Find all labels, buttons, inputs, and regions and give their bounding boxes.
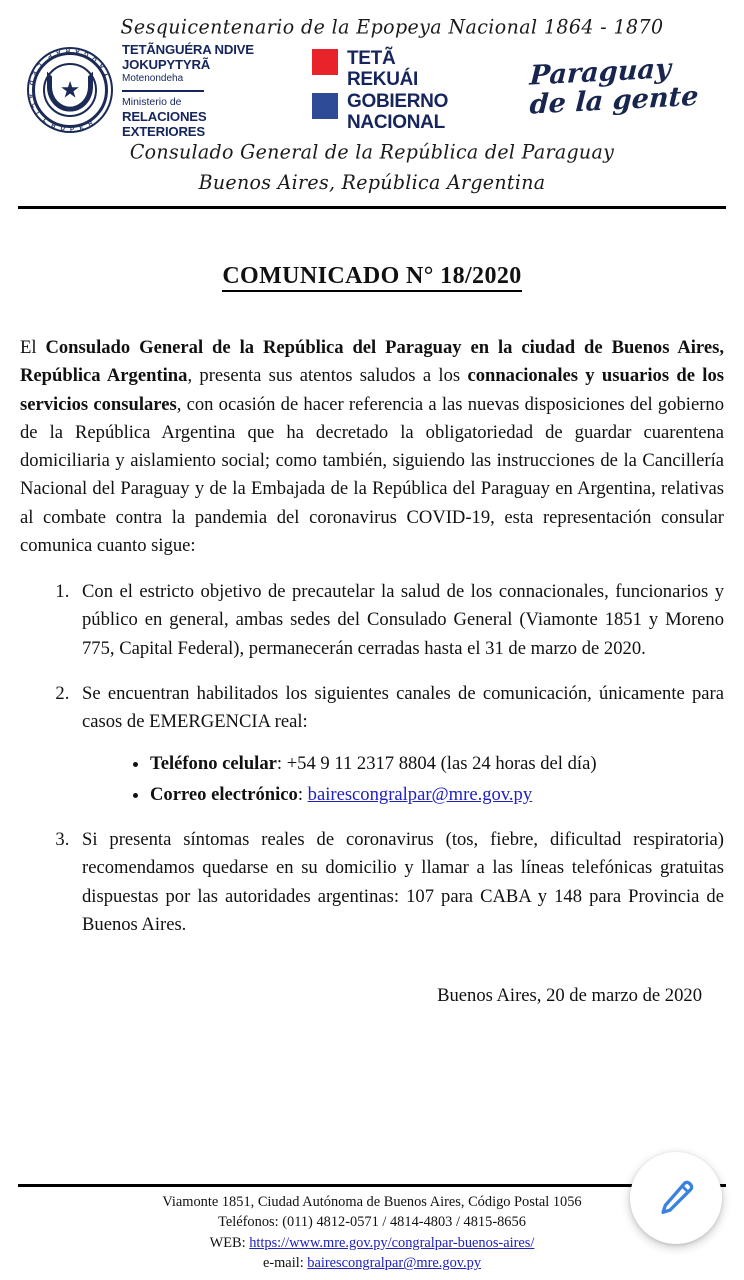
list-item-3 <box>74 826 724 939</box>
consulate-line-1: Consulado General de la República del Paraguay <box>129 140 615 164</box>
government-line1: TETÃ <box>347 47 396 69</box>
page-title <box>0 263 744 290</box>
list-item-2 <box>74 680 724 809</box>
coat-of-arms-seal <box>18 47 122 133</box>
pencil-edit-icon <box>655 1177 697 1219</box>
ministry-divider <box>122 90 204 92</box>
edit-fab-button[interactable] <box>630 1152 722 1244</box>
footer-email-link[interactable]: bairescongralpar@mre.gov.py <box>307 1255 482 1272</box>
contact-email-link[interactable]: bairescongralpar@mre.gov.py <box>307 784 533 806</box>
footer-email-row <box>0 1253 744 1273</box>
contact-email-label: Correo electrónico <box>150 784 298 806</box>
numbered-list <box>20 578 724 939</box>
intro-part-2: , presenta sus atentos saludos a los <box>187 365 468 387</box>
intro-paragraph <box>20 334 724 560</box>
ministry-name-line1: RELACIONES <box>122 108 207 124</box>
commemorative-line: Sesquicentenario de la Epopeya Nacional 1864 - 1870 <box>120 15 664 39</box>
header-divider-rule <box>18 206 726 209</box>
intro-bold-users: connacionales y usuarios de los servicios consulares <box>20 365 724 415</box>
contact-list <box>82 750 724 809</box>
document-body <box>0 334 744 1007</box>
government-mark-squares <box>312 48 338 119</box>
footer-phones: Teléfonos: (011) 4812-0571 / 4814-4803 / 4815-8656 <box>218 1214 526 1231</box>
letterhead-logo-row <box>18 42 726 137</box>
contact-email-separator: : <box>297 784 308 806</box>
signature-date: Buenos Aires, 20 de marzo de 2020 <box>437 985 702 1007</box>
ministry-label: Ministerio de <box>122 95 182 108</box>
consulate-script <box>18 138 726 200</box>
government-mark-text <box>347 48 448 133</box>
footer-address: Viamonte 1851, Ciudad Autónoma de Buenos Aires, Código Postal 1056 <box>162 1194 582 1210</box>
ministry-guarani-line1: TETÃNGUÉRA NDIVE <box>122 41 254 57</box>
government-line4: NACIONAL <box>347 111 445 133</box>
contact-phone-label: Teléfono celular <box>150 753 277 775</box>
footer-web-label: WEB: <box>209 1234 250 1251</box>
list-item-3-text: Si presenta síntomas reales de coronavirus (tos, fiebre, dificultad respiratoria) recomendamos quedarse en su domicilio y llamar a las líneas telefónicas gratuitas dispuestas por las autoridades argentinas: 107 para CABA y 148 para Provincia de Buenos Aires. <box>82 829 724 935</box>
brand-line2: de la gente <box>528 80 700 121</box>
footer-web-row <box>0 1233 744 1253</box>
contact-phone-value: : +54 9 11 2317 8804 (las 24 horas del día) <box>276 753 597 775</box>
list-item-2-text: Se encuentran habilitados los siguientes canales de comunicación, únicamente para casos de EMERGENCIA real: <box>82 682 724 732</box>
intro-part-3: , con ocasión de hacer referencia a las nuevas disposiciones del gobierno de la República Argentina que ha decretado la obligatoriedad de guardar cuarentena domiciliaria y aislamiento social; como también, siguiendo las instrucciones de la Cancillería Nacional del Paraguay y de la Embajada de la República del Paraguay en Argentina, relativas al combate contra la pandemia del coronavirus COVID-19, esta representación consular comunica cuanto sigue: <box>20 393 725 556</box>
red-square-icon <box>312 49 338 75</box>
government-mark <box>312 46 448 133</box>
consulate-line-2: Buenos Aires, República Argentina <box>198 171 546 195</box>
footer-email-label: e-mail: <box>262 1255 308 1272</box>
intro-part-1: El <box>20 337 46 358</box>
government-line3: GOBIERNO <box>347 90 449 112</box>
letterhead <box>0 0 744 200</box>
contact-phone <box>150 750 724 778</box>
seal-star-icon: ★ <box>59 77 81 102</box>
brand-line1: Paraguay <box>528 52 672 92</box>
list-item-1 <box>74 578 724 663</box>
list-item-1-text: Con el estricto objetivo de precautelar la salud de los connacionales, funcionarios y público en general, ambas sedes del Consulado General (Viamonte 1851 y Moreno 775, Capital Federal), permanecerán cerradas hasta el 31 de marzo de 2020. <box>82 581 724 659</box>
footer-web-link[interactable]: https://www.mre.gov.py/congralpar-buenos-aires/ <box>249 1234 535 1251</box>
intro-bold-consulate: Consulado General de la República del Paraguay en la ciudad de Buenos Aires, República Argentina <box>20 337 724 387</box>
seal-legend: R E P U B L I C A D E L P A R A G U A Y <box>27 46 111 133</box>
ministry-block <box>122 40 302 139</box>
page-title-text: COMUNICADO N° 18/2020 <box>222 263 521 292</box>
paraguay-de-la-gente-logo <box>448 52 726 121</box>
government-line2: REKUÁI <box>347 69 419 91</box>
blue-square-icon <box>312 93 338 119</box>
ministry-guarani-line3: Motenondeha <box>122 73 184 85</box>
contact-email <box>150 781 724 809</box>
ministry-guarani-line2: JOKUPYTYRÃ <box>122 57 211 73</box>
footer-divider-rule <box>18 1184 726 1187</box>
ministry-name-line2: EXTERIORES <box>122 123 206 139</box>
